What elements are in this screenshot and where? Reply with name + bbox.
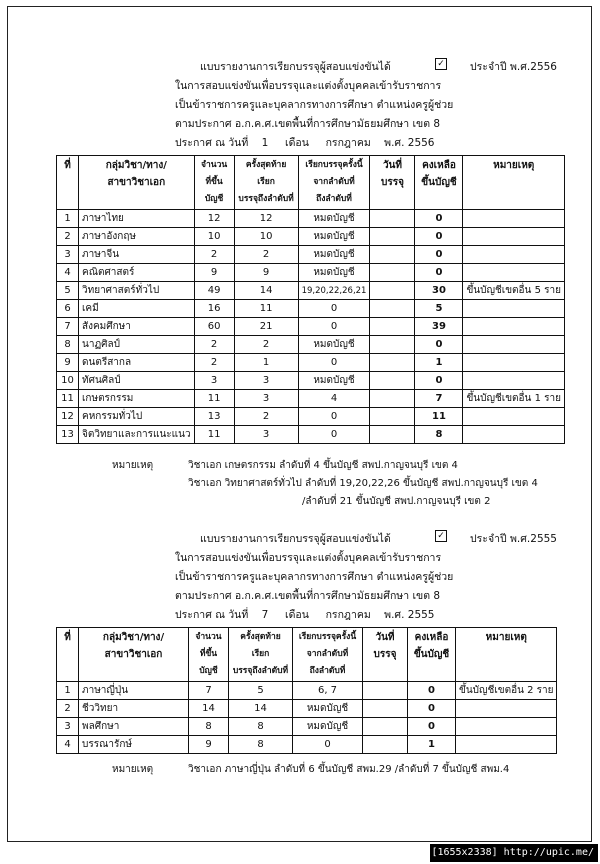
table-row xyxy=(57,700,557,718)
note-line-2: วิชาเอก วิทยาศาสตร์ทั่วไป ลำดับที่ 19,20,22,26 ขึ้นบัญชี สพป.กาญจนบุรี เขต 4 xyxy=(188,478,538,489)
cell-call-range: 0 xyxy=(298,408,370,426)
col-header-last-called: ครั้งสุดท้ายเรียก บรรจุถึงลำดับที่ xyxy=(234,156,298,210)
cell-remaining: 0 xyxy=(415,246,463,264)
col-header-remaining: คงเหลือ ขึ้นบัญชี xyxy=(408,628,456,682)
cell-no: 9 xyxy=(57,354,79,372)
cell-call-range: หมดบัญชี xyxy=(298,210,370,228)
header-line-5: ประกาศ ณ วันที่ 1 เดือน กรกฎาคม พ.ศ. 2556 xyxy=(175,137,435,149)
cell-count: 11 xyxy=(194,426,234,444)
note-line-1: วิชาเอก ภาษาญี่ปุ่น ลำดับที่ 6 ขึ้นบัญชี สพม.29 /ลำดับที่ 7 ขึ้นบัญชี สพม.4 xyxy=(188,764,510,775)
cell-no: 4 xyxy=(57,736,79,754)
cell-count: 16 xyxy=(194,300,234,318)
cell-last-called: 2 xyxy=(234,408,298,426)
cell-call-range: 6, 7 xyxy=(293,682,363,700)
cell-no: 11 xyxy=(57,390,79,408)
cell-subject: บรรณารักษ์ xyxy=(79,736,189,754)
cell-remark xyxy=(456,718,557,736)
col-header-remark: หมายเหตุ xyxy=(456,628,557,682)
cell-count: 7 xyxy=(189,682,229,700)
col-header-no: ที่ xyxy=(57,156,79,210)
table-row xyxy=(57,718,557,736)
cell-date xyxy=(363,700,408,718)
cell-remark xyxy=(463,228,564,246)
cell-call-range: 0 xyxy=(298,426,370,444)
cell-no: 7 xyxy=(57,318,79,336)
table-row xyxy=(57,372,565,390)
cell-last-called: 3 xyxy=(234,372,298,390)
cell-count: 13 xyxy=(194,408,234,426)
cell-no: 1 xyxy=(57,682,79,700)
header-title: แบบรายงานการเรียกบรรจุผู้สอบแข่งขันได้ xyxy=(200,61,391,73)
note-line-1: วิชาเอก เกษตรกรรม ลำดับที่ 4 ขึ้นบัญชี สพป.กาญจนบุรี เขต 4 xyxy=(188,460,458,471)
cell-count: 9 xyxy=(189,736,229,754)
cell-remaining: 0 xyxy=(415,210,463,228)
cell-date xyxy=(363,736,408,754)
cell-remark xyxy=(463,426,564,444)
col-header-no: ที่ xyxy=(57,628,79,682)
cell-remaining: 0 xyxy=(415,372,463,390)
cell-call-range: 19,20,22,26,21 xyxy=(298,282,370,300)
cell-no: 2 xyxy=(57,700,79,718)
cell-remark xyxy=(463,336,564,354)
cell-last-called: 2 xyxy=(234,336,298,354)
table-row xyxy=(57,246,565,264)
cell-call-range: 0 xyxy=(293,736,363,754)
cell-no: 13 xyxy=(57,426,79,444)
cell-last-called: 21 xyxy=(234,318,298,336)
cell-subject: ภาษาจีน xyxy=(79,246,195,264)
table-row xyxy=(57,336,565,354)
note-label: หมายเหตุ xyxy=(112,460,154,471)
cell-remaining: 5 xyxy=(415,300,463,318)
cell-call-range: 4 xyxy=(298,390,370,408)
header-line-4: ตามประกาศ อ.ก.ค.ศ.เขตพื้นที่การศึกษามัธยมศึกษา เขต 8 xyxy=(175,118,441,130)
cell-subject: นาฏศิลป์ xyxy=(79,336,195,354)
cell-last-called: 14 xyxy=(229,700,293,718)
cell-date xyxy=(370,246,415,264)
cell-count: 2 xyxy=(194,336,234,354)
note-line-3: /ลำดับที่ 21 ขึ้นบัญชี สพป.กาญจนบุรี เขต 2 xyxy=(302,496,491,507)
col-header-call-range: เรียกบรรจุครั้งนี้ จากลำดับที่ ถึงลำดับที่ xyxy=(293,628,363,682)
table-row xyxy=(57,282,565,300)
header-line-4: ตามประกาศ อ.ก.ค.ศ.เขตพื้นที่การศึกษามัธยมศึกษา เขต 8 xyxy=(175,590,441,602)
cell-last-called: 8 xyxy=(229,736,293,754)
cell-count: 49 xyxy=(194,282,234,300)
cell-remark xyxy=(456,700,557,718)
cell-last-called: 14 xyxy=(234,282,298,300)
cell-remark: ขึ้นบัญชีเขตอื่น 1 ราย xyxy=(463,390,564,408)
cell-no: 2 xyxy=(57,228,79,246)
cell-subject: วิทยาศาสตร์ทั่วไป xyxy=(79,282,195,300)
cell-subject: ภาษาไทย xyxy=(79,210,195,228)
cell-remaining: 30 xyxy=(415,282,463,300)
col-header-count: จำนวน ที่ขึ้นบัญชี xyxy=(189,628,229,682)
col-header-call-range: เรียกบรรจุครั้งนี้ จากลำดับที่ ถึงลำดับที่ xyxy=(298,156,370,210)
cell-last-called: 10 xyxy=(234,228,298,246)
cell-subject: สังคมศึกษา xyxy=(79,318,195,336)
cell-subject: คณิตศาสตร์ xyxy=(79,264,195,282)
header-line-3: เป็นข้าราชการครูและบุคลากรทางการศึกษา ตำแหน่งครูผู้ช่วย xyxy=(175,571,454,583)
cell-remaining: 39 xyxy=(415,318,463,336)
cell-date xyxy=(370,426,415,444)
cell-no: 8 xyxy=(57,336,79,354)
cell-no: 3 xyxy=(57,718,79,736)
header-line-3: เป็นข้าราชการครูและบุคลากรทางการศึกษา ตำแหน่งครูผู้ช่วย xyxy=(175,99,454,111)
header-line-2: ในการสอบแข่งขันเพื่อบรรจุและแต่งตั้งบุคคลเข้ารับราชการ xyxy=(175,80,442,92)
cell-subject: ภาษาญี่ปุ่น xyxy=(79,682,189,700)
cell-count: 9 xyxy=(194,264,234,282)
cell-subject: เคมี xyxy=(79,300,195,318)
cell-date xyxy=(370,372,415,390)
cell-date xyxy=(370,354,415,372)
cell-count: 60 xyxy=(194,318,234,336)
cell-remaining: 0 xyxy=(415,264,463,282)
cell-subject: ทัศนศิลป์ xyxy=(79,372,195,390)
col-header-subject: กลุ่มวิชา/ทาง/ สาขาวิชาเอก xyxy=(79,628,189,682)
cell-no: 10 xyxy=(57,372,79,390)
cell-remark xyxy=(463,318,564,336)
cell-last-called: 9 xyxy=(234,264,298,282)
cell-remaining: 0 xyxy=(408,700,456,718)
table-row xyxy=(57,210,565,228)
cell-call-range: หมดบัญชี xyxy=(298,336,370,354)
cell-count: 14 xyxy=(189,700,229,718)
table-header-row xyxy=(57,628,557,682)
table-row xyxy=(57,390,565,408)
cell-no: 3 xyxy=(57,246,79,264)
cell-remaining: 0 xyxy=(408,682,456,700)
note-label: หมายเหตุ xyxy=(112,764,154,775)
cell-no: 6 xyxy=(57,300,79,318)
cell-call-range: หมดบัญชี xyxy=(298,264,370,282)
cell-call-range: หมดบัญชี xyxy=(298,372,370,390)
table-row xyxy=(57,300,565,318)
cell-remaining: 7 xyxy=(415,390,463,408)
cell-call-range: หมดบัญชี xyxy=(293,700,363,718)
cell-last-called: 11 xyxy=(234,300,298,318)
cell-call-range: หมดบัญชี xyxy=(293,718,363,736)
cell-subject: คหกรรมทั่วไป xyxy=(79,408,195,426)
table-header-row xyxy=(57,156,565,210)
cell-date xyxy=(370,300,415,318)
cell-subject: ดนตรีสากล xyxy=(79,354,195,372)
cell-last-called: 3 xyxy=(234,390,298,408)
table-row xyxy=(57,354,565,372)
cell-date xyxy=(363,682,408,700)
cell-remark xyxy=(463,264,564,282)
cell-last-called: 12 xyxy=(234,210,298,228)
cell-date xyxy=(363,718,408,736)
header-year: ประจำปี พ.ศ.2556 xyxy=(470,61,557,73)
cell-remark xyxy=(463,300,564,318)
cell-date xyxy=(370,228,415,246)
cell-date xyxy=(370,390,415,408)
cell-count: 12 xyxy=(194,210,234,228)
cell-subject: ภาษาอังกฤษ xyxy=(79,228,195,246)
cell-subject: เกษตรกรรม xyxy=(79,390,195,408)
col-header-date: วันที่ บรรจุ xyxy=(363,628,408,682)
cell-remaining: 11 xyxy=(415,408,463,426)
cell-call-range: 0 xyxy=(298,300,370,318)
checkbox-checked-icon: ✓ xyxy=(435,58,447,70)
table-row xyxy=(57,318,565,336)
cell-remark xyxy=(463,210,564,228)
table-row xyxy=(57,682,557,700)
cell-count: 2 xyxy=(194,246,234,264)
cell-call-range: หมดบัญชี xyxy=(298,246,370,264)
image-host-footer: [1655x2338] http://upic.me/ xyxy=(430,844,598,862)
report-table-2555 xyxy=(56,627,557,754)
col-header-count: จำนวน ที่ขึ้นบัญชี xyxy=(194,156,234,210)
cell-remark xyxy=(463,354,564,372)
cell-date xyxy=(370,264,415,282)
cell-count: 10 xyxy=(194,228,234,246)
cell-no: 12 xyxy=(57,408,79,426)
cell-remark xyxy=(463,372,564,390)
cell-call-range: หมดบัญชี xyxy=(298,228,370,246)
cell-last-called: 1 xyxy=(234,354,298,372)
cell-call-range: 0 xyxy=(298,318,370,336)
cell-last-called: 2 xyxy=(234,246,298,264)
cell-date xyxy=(370,210,415,228)
cell-date xyxy=(370,336,415,354)
cell-remaining: 1 xyxy=(415,354,463,372)
cell-remark: ขึ้นบัญชีเขตอื่น 5 ราย xyxy=(463,282,564,300)
table-row xyxy=(57,228,565,246)
cell-last-called: 5 xyxy=(229,682,293,700)
cell-subject: จิตวิทยาและการแนะแนว xyxy=(79,426,195,444)
cell-count: 11 xyxy=(194,390,234,408)
cell-date xyxy=(370,318,415,336)
cell-no: 5 xyxy=(57,282,79,300)
cell-date xyxy=(370,408,415,426)
cell-count: 2 xyxy=(194,354,234,372)
cell-remaining: 0 xyxy=(415,336,463,354)
cell-subject: ชีววิทยา xyxy=(79,700,189,718)
col-header-last-called: ครั้งสุดท้ายเรียก บรรจุถึงลำดับที่ xyxy=(229,628,293,682)
header-line-5: ประกาศ ณ วันที่ 7 เดือน กรกฎาคม พ.ศ. 2555 xyxy=(175,609,435,621)
table-row xyxy=(57,264,565,282)
cell-last-called: 3 xyxy=(234,426,298,444)
cell-remark: ขึ้นบัญชีเขตอื่น 2 ราย xyxy=(456,682,557,700)
cell-last-called: 8 xyxy=(229,718,293,736)
cell-no: 4 xyxy=(57,264,79,282)
report-table-2556 xyxy=(56,155,565,444)
cell-remaining: 1 xyxy=(408,736,456,754)
col-header-subject: กลุ่มวิชา/ทาง/ สาขาวิชาเอก xyxy=(79,156,195,210)
table-row xyxy=(57,408,565,426)
col-header-remark: หมายเหตุ xyxy=(463,156,564,210)
cell-no: 1 xyxy=(57,210,79,228)
checkbox-checked-icon: ✓ xyxy=(435,530,447,542)
cell-remark xyxy=(463,246,564,264)
cell-call-range: 0 xyxy=(298,354,370,372)
cell-remaining: 8 xyxy=(415,426,463,444)
col-header-remaining: คงเหลือ ขึ้นบัญชี xyxy=(415,156,463,210)
cell-count: 3 xyxy=(194,372,234,390)
header-year: ประจำปี พ.ศ.2555 xyxy=(470,533,557,545)
cell-subject: พลศึกษา xyxy=(79,718,189,736)
table-row xyxy=(57,736,557,754)
col-header-date: วันที่ บรรจุ xyxy=(370,156,415,210)
cell-remark xyxy=(463,408,564,426)
cell-date xyxy=(370,282,415,300)
cell-count: 8 xyxy=(189,718,229,736)
header-line-2: ในการสอบแข่งขันเพื่อบรรจุและแต่งตั้งบุคคลเข้ารับราชการ xyxy=(175,552,442,564)
cell-remaining: 0 xyxy=(408,718,456,736)
cell-remark xyxy=(456,736,557,754)
header-title: แบบรายงานการเรียกบรรจุผู้สอบแข่งขันได้ xyxy=(200,533,391,545)
table-row xyxy=(57,426,565,444)
cell-remaining: 0 xyxy=(415,228,463,246)
